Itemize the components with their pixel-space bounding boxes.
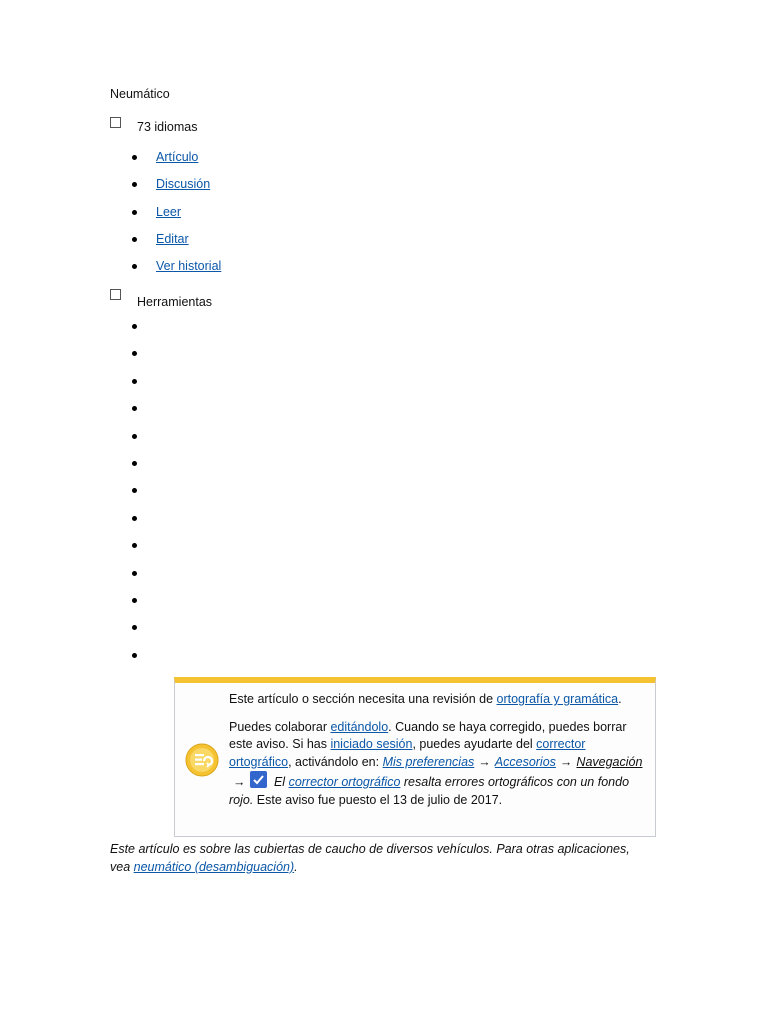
notice-line1-suffix: . (618, 692, 622, 706)
notice-line2 (229, 719, 649, 810)
desambiguacion-link[interactable]: neumático (desambiguación) (133, 860, 295, 874)
leer-link[interactable]: Leer (156, 205, 182, 219)
hatnote-text: Este artículo es sobre las cubiertas de caucho de diversos vehículos. Para otras aplicaciones, vea (110, 842, 630, 874)
tools-empty-bullet (132, 571, 137, 576)
bullet (132, 182, 137, 187)
arrow-icon: → (478, 754, 491, 769)
ortografia-link[interactable]: ortografía y gramática (496, 692, 619, 706)
mis-preferencias-link[interactable]: Mis preferencias (382, 754, 475, 769)
tools-empty-bullet (132, 625, 137, 630)
tools-empty-bullet (132, 598, 137, 603)
notice-text-5: El (270, 775, 289, 789)
notice-text-1: Puedes colaborar (229, 719, 331, 734)
arrow-icon: → (233, 775, 246, 789)
tools-empty-bullet (132, 351, 137, 356)
languages-checkbox[interactable] (110, 117, 121, 128)
bullet (132, 155, 137, 160)
tools-checkbox[interactable] (110, 289, 121, 300)
notice-line1-text: Este artículo o sección necesita una revisión de (229, 692, 497, 706)
bullet (132, 210, 137, 215)
spelling-notice (174, 677, 656, 837)
hatnote (110, 840, 650, 876)
page-title: Neumático (110, 87, 170, 101)
tools-empty-bullet (132, 324, 137, 329)
navegacion-label: Navegación (576, 754, 643, 769)
articulo-link[interactable]: Artículo (156, 150, 199, 164)
notice-text-4: , activándolo en: (288, 754, 383, 769)
spellcheck-icon (185, 743, 219, 777)
accesorios-link[interactable]: Accesorios (494, 754, 556, 769)
tools-empty-bullet (132, 653, 137, 658)
tools-empty-bullet (132, 488, 137, 493)
discusion-link[interactable]: Discusión (156, 177, 211, 191)
notice-date-text: Este aviso fue puesto el 13 de julio de 2017. (253, 792, 503, 807)
tools-empty-bullet (132, 516, 137, 521)
notice-body (229, 691, 649, 819)
bullet (132, 264, 137, 269)
notice-text-3: , puedes ayudarte del (412, 737, 537, 751)
tools-empty-bullet (132, 406, 137, 411)
corrector-link[interactable]: corrector ortográfico (229, 737, 586, 769)
hatnote-suffix: . (294, 860, 298, 874)
editar-link[interactable]: Editar (156, 232, 189, 246)
notice-text-6: resalta errores ortográficos con un fondo rojo. (229, 775, 630, 807)
tools-empty-bullet (132, 543, 137, 548)
editandolo-link[interactable]: editándolo (330, 719, 389, 734)
languages-label: 73 idiomas (137, 120, 198, 134)
iniciado-sesion-link[interactable]: iniciado sesión (330, 737, 413, 751)
notice-text-2: . Cuando se haya corregido, puedes borrar este aviso. Si has (229, 719, 627, 751)
corrector-ortografico-link-2[interactable]: corrector ortográfico (288, 775, 401, 789)
tools-empty-bullet (132, 434, 137, 439)
ver-historial-link[interactable]: Ver historial (156, 259, 222, 273)
checkbox-checked-icon (250, 771, 267, 788)
tools-empty-bullet (132, 461, 137, 466)
tools-label: Herramientas (137, 295, 213, 309)
bullet (132, 237, 137, 242)
arrow-icon: → (559, 754, 573, 769)
notice-line1 (229, 691, 649, 709)
tools-empty-bullet (132, 379, 137, 384)
